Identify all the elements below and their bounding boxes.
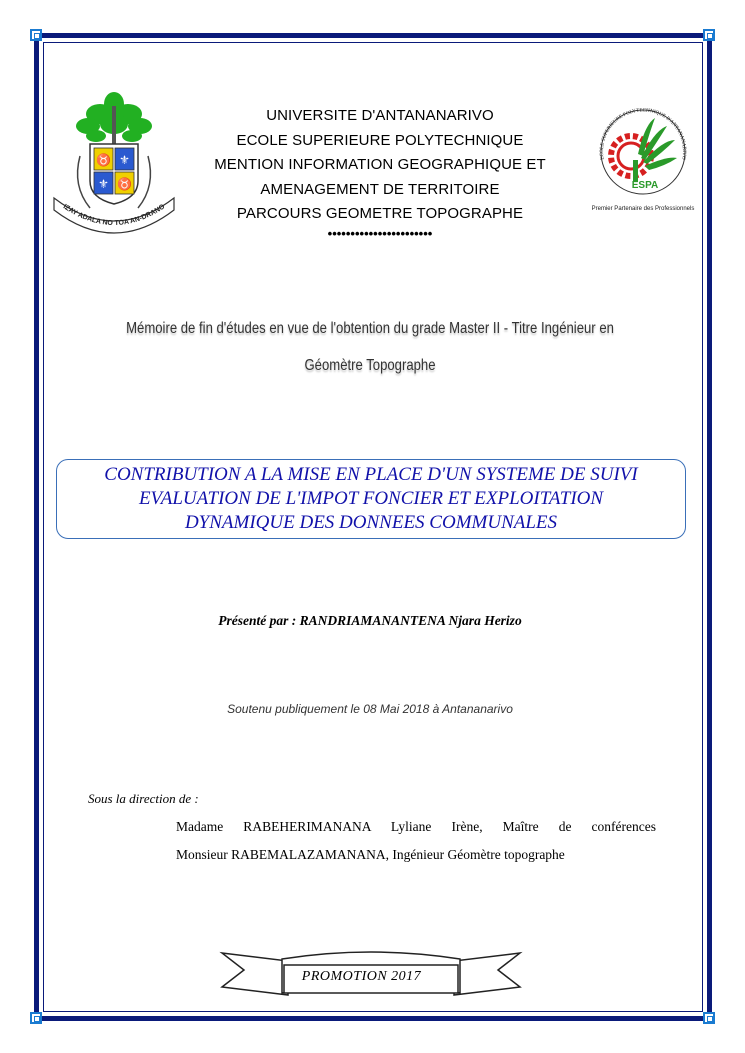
memoire-description: [124, 310, 616, 384]
header-line-amenagement: AMENAGEMENT DE TERRITOIRE: [260, 180, 500, 198]
corner-ornament-top-left: [30, 29, 42, 41]
corner-ornament-bottom-right: [703, 1012, 715, 1024]
defense-date-line: Soutenu publiquement le 08 Mai 2018 à Antananarivo: [227, 702, 513, 716]
supervision-label: Sous la direction de :: [88, 791, 199, 806]
svg-text:IZAY ADALA NO TOA AN-DRANO: IZAY ADALA NO TOA AN-DRANO: [61, 203, 167, 228]
svg-text:⚜: ⚜: [98, 177, 109, 191]
header-line-parcours: PARCOURS GEOMETRE TOPOGRAPHE: [236, 205, 524, 222]
header-line-university: UNIVERSITE D'ANTANANARIVO: [266, 107, 494, 124]
header-line-school: ECOLE SUPERIEURE POLYTECHNIQUE: [236, 131, 524, 149]
institution-header: [180, 104, 580, 227]
header-line-mention: MENTION INFORMATION GEOGRAPHIQUE ET: [214, 156, 546, 173]
header-separator: •••••••••••••••••••••••: [327, 226, 433, 241]
corner-ornament-bottom-left: [30, 1012, 42, 1024]
espa-school-logo: [583, 104, 703, 216]
author-line: Présenté par : RANDRIAMANANTENA Njara Herizo: [218, 613, 522, 628]
thesis-title-line-3: DYNAMIQUE DES DONNEES COMMUNALES: [184, 512, 558, 533]
espa-tagline: Premier Partenaire des Professionnels: [591, 206, 695, 212]
svg-text:♉: ♉: [117, 177, 132, 191]
university-coat-of-arms-logo: [50, 86, 178, 236]
svg-text:♉: ♉: [96, 153, 111, 167]
thesis-title-line-2: EVALUATION DE L'IMPOT FONCIER ET EXPLOITATION: [138, 488, 604, 509]
supervisor-1: Madame RABEHERIMANANA Lyliane Irène, Maître de conférences: [176, 819, 656, 834]
supervisor-2: Monsieur RABEMALAZAMANANA, Ingénieur Géomètre topographe: [176, 847, 565, 862]
promotion-label: PROMOTION 2017: [301, 969, 422, 984]
svg-text:⚜: ⚜: [119, 153, 130, 167]
corner-ornament-top-right: [703, 29, 715, 41]
memoire-line-1: Mémoire de fin d'études en vue de l'obtention du grade Master II - Titre Ingénieur en: [126, 320, 614, 337]
svg-text:ECOLE SUPERIEURE POLYTECHNIQUE: ECOLE SUPERIEURE POLYTECHNIQUE D'ANTANANARIVO: [598, 107, 688, 161]
espa-wordmark: ESPA: [631, 180, 659, 191]
thesis-title-line-1: CONTRIBUTION A LA MISE EN PLACE D'UN SYSTEME DE SUIVI: [104, 464, 638, 485]
thesis-title-box: [56, 459, 686, 539]
memoire-line-2: Géomètre Topographe: [304, 357, 436, 374]
